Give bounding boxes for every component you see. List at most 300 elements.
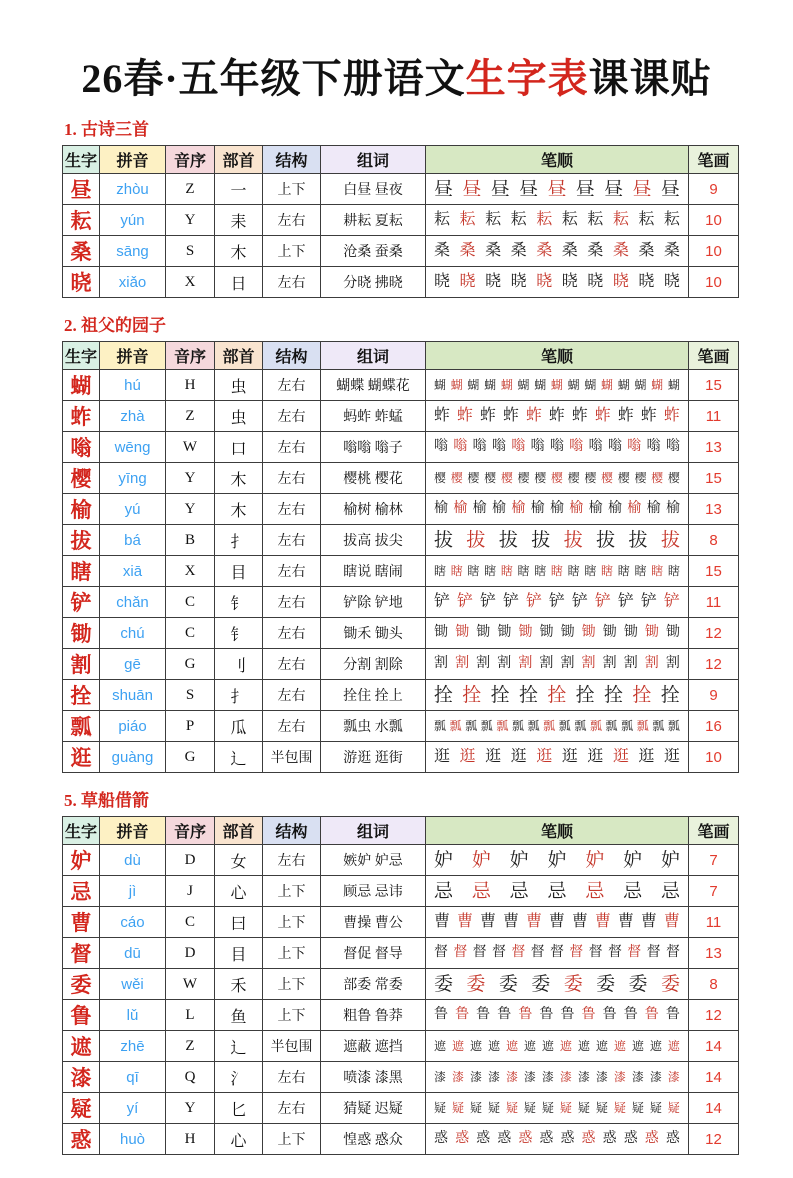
stroke-order-cell	[426, 556, 689, 587]
pinyin-cell: jì	[100, 876, 166, 907]
stroke-step-glyph: 拴	[490, 684, 510, 706]
structure-cell: 上下	[263, 969, 321, 1000]
pinyin-cell: gē	[100, 649, 166, 680]
stroke-step-glyph: 榆	[453, 501, 468, 516]
stroke-step-glyph: 蝴	[651, 378, 664, 392]
character-table	[62, 145, 739, 298]
word-examples-cell: 蝴蝶 蝴蝶花	[321, 370, 426, 401]
stroke-step-glyph: 遮	[434, 1039, 447, 1053]
radical-cell: 钅	[215, 587, 263, 618]
pinyin-cell: bá	[100, 525, 166, 556]
stroke-step-glyph: 遮	[523, 1039, 536, 1053]
pinyin-cell: yí	[100, 1093, 166, 1124]
col-header-pinyin: 拼音	[100, 146, 166, 174]
stroke-order-sequence	[426, 680, 688, 710]
stroke-step-glyph: 锄	[581, 625, 596, 640]
col-header-initial: 音序	[166, 342, 215, 370]
stroke-step-glyph: 樱	[484, 471, 497, 485]
stroke-step-glyph: 樱	[500, 471, 513, 485]
structure-cell: 左右	[263, 463, 321, 494]
pinyin-cell: wēng	[100, 432, 166, 463]
stroke-step-glyph: 瓢	[527, 719, 540, 733]
character-row	[63, 587, 739, 618]
structure-cell: 左右	[263, 205, 321, 236]
character-row	[63, 680, 739, 711]
stroke-step-glyph: 樱	[517, 471, 530, 485]
stroke-step-glyph: 遮	[667, 1039, 680, 1053]
stroke-order-cell	[426, 1000, 689, 1031]
stroke-step-glyph: 疑	[523, 1101, 536, 1115]
stroke-step-glyph: 割	[644, 656, 659, 671]
stroke-step-glyph: 割	[455, 656, 470, 671]
word-examples-cell: 曹操 曹公	[321, 907, 426, 938]
stroke-count-cell: 15	[689, 370, 739, 401]
alphabetic-initial-cell: Z	[166, 401, 215, 432]
pinyin-cell: guàng	[100, 742, 166, 773]
col-header-pinyin: 拼音	[100, 817, 166, 845]
radical-cell: 扌	[215, 525, 263, 556]
char-cell: 蚱	[63, 401, 100, 432]
stroke-order-sequence	[426, 556, 688, 586]
col-header-radical: 部首	[215, 342, 263, 370]
character-row	[63, 618, 739, 649]
stroke-step-glyph: 瓢	[511, 719, 524, 733]
stroke-step-glyph: 妒	[547, 849, 567, 871]
stroke-step-glyph: 瓢	[605, 719, 618, 733]
stroke-step-glyph: 拔	[434, 529, 454, 551]
radical-cell: 匕	[215, 1093, 263, 1124]
col-header-char: 生字	[63, 817, 100, 845]
stroke-count-cell: 12	[689, 1124, 739, 1155]
stroke-count-cell: 12	[689, 649, 739, 680]
stroke-step-glyph: 昼	[547, 178, 567, 200]
stroke-step-glyph: 督	[627, 945, 642, 960]
stroke-step-glyph: 蝴	[550, 378, 563, 392]
stroke-step-glyph: 昼	[462, 178, 482, 200]
pinyin-cell: huò	[100, 1124, 166, 1155]
stroke-step-glyph: 瓢	[636, 719, 649, 733]
pinyin-cell: yú	[100, 494, 166, 525]
stroke-step-glyph: 督	[549, 945, 564, 960]
stroke-step-glyph: 铲	[571, 593, 588, 610]
character-row	[63, 525, 739, 556]
stroke-count-cell: 10	[689, 742, 739, 773]
pinyin-cell: wěi	[100, 969, 166, 1000]
sections-container	[62, 115, 738, 1155]
stroke-step-glyph: 疑	[487, 1101, 500, 1115]
character-row	[63, 711, 739, 742]
alphabetic-initial-cell: W	[166, 432, 215, 463]
stroke-step-glyph: 蝴	[634, 378, 647, 392]
stroke-step-glyph: 晓	[536, 273, 553, 290]
radical-cell: 女	[215, 845, 263, 876]
stroke-step-glyph: 督	[569, 945, 584, 960]
stroke-step-glyph: 嗡	[569, 439, 584, 454]
stroke-step-glyph: 鲁	[476, 1007, 491, 1022]
pinyin-cell: sāng	[100, 236, 166, 267]
stroke-step-glyph: 逛	[536, 748, 553, 765]
stroke-step-glyph: 耘	[459, 211, 476, 228]
stroke-order-sequence	[426, 907, 688, 937]
stroke-step-glyph: 漆	[667, 1070, 680, 1084]
character-row	[63, 174, 739, 205]
character-row	[63, 938, 739, 969]
stroke-step-glyph: 逛	[459, 748, 476, 765]
radical-cell: 曰	[215, 907, 263, 938]
stroke-step-glyph: 疑	[469, 1101, 482, 1115]
stroke-order-cell	[426, 236, 689, 267]
stroke-step-glyph: 桑	[434, 242, 451, 259]
radical-cell: 瓜	[215, 711, 263, 742]
alphabetic-initial-cell: H	[166, 370, 215, 401]
stroke-order-cell	[426, 1031, 689, 1062]
character-row	[63, 742, 739, 773]
stroke-step-glyph: 漆	[613, 1070, 626, 1084]
stroke-count-cell: 7	[689, 876, 739, 907]
word-examples-cell: 嗡嗡 嗡子	[321, 432, 426, 463]
stroke-step-glyph: 晓	[459, 273, 476, 290]
stroke-step-glyph: 蝴	[484, 378, 497, 392]
char-cell: 晓	[63, 267, 100, 298]
pinyin-cell: xiǎo	[100, 267, 166, 298]
stroke-order-cell	[426, 401, 689, 432]
stroke-step-glyph: 瓢	[667, 719, 680, 733]
page-title	[20, 56, 773, 102]
stroke-step-glyph: 遮	[541, 1039, 554, 1053]
stroke-count-cell: 10	[689, 205, 739, 236]
stroke-step-glyph: 嗡	[530, 439, 545, 454]
stroke-step-glyph: 委	[628, 973, 648, 995]
stroke-order-cell	[426, 205, 689, 236]
stroke-step-glyph: 瓢	[543, 719, 556, 733]
stroke-order-cell	[426, 1062, 689, 1093]
word-examples-cell: 拴住 拴上	[321, 680, 426, 711]
stroke-step-glyph: 逛	[587, 748, 604, 765]
stroke-step-glyph: 督	[607, 945, 622, 960]
section-heading: 1. 古诗三首	[64, 120, 149, 139]
stroke-step-glyph: 樱	[550, 471, 563, 485]
character-row	[63, 845, 739, 876]
stroke-step-glyph: 遮	[595, 1039, 608, 1053]
stroke-step-glyph: 榆	[646, 501, 661, 516]
stroke-count-cell: 10	[689, 267, 739, 298]
stroke-step-glyph: 晓	[612, 273, 629, 290]
stroke-step-glyph: 榆	[588, 501, 603, 516]
stroke-step-glyph: 拴	[632, 684, 652, 706]
radical-cell: 木	[215, 494, 263, 525]
word-examples-cell: 瓢虫 水瓢	[321, 711, 426, 742]
stroke-step-glyph: 逛	[638, 748, 655, 765]
stroke-step-glyph: 瓢	[621, 719, 634, 733]
radical-cell: 辶	[215, 1031, 263, 1062]
stroke-step-glyph: 蚱	[640, 407, 657, 424]
stroke-step-glyph: 疑	[559, 1101, 572, 1115]
stroke-step-glyph: 委	[466, 973, 486, 995]
stroke-order-cell	[426, 370, 689, 401]
alphabetic-initial-cell: Y	[166, 1093, 215, 1124]
stroke-step-glyph: 榆	[472, 501, 487, 516]
character-row	[63, 267, 739, 298]
stroke-step-glyph: 昼	[604, 178, 624, 200]
char-cell: 瞎	[63, 556, 100, 587]
title-part-red: 生字表	[465, 56, 589, 101]
stroke-step-glyph: 榆	[627, 501, 642, 516]
stroke-order-sequence	[426, 494, 688, 524]
stroke-step-glyph: 督	[665, 945, 680, 960]
worksheet-page	[0, 56, 793, 1178]
pinyin-cell: yīng	[100, 463, 166, 494]
stroke-step-glyph: 瓢	[589, 719, 602, 733]
stroke-step-glyph: 铲	[525, 593, 542, 610]
stroke-step-glyph: 锄	[518, 625, 533, 640]
stroke-step-glyph: 锄	[539, 625, 554, 640]
stroke-step-glyph: 疑	[577, 1101, 590, 1115]
stroke-step-glyph: 桑	[510, 242, 527, 259]
character-row	[63, 1093, 739, 1124]
stroke-step-glyph: 疑	[631, 1101, 644, 1115]
stroke-step-glyph: 割	[602, 656, 617, 671]
char-cell: 嗡	[63, 432, 100, 463]
pinyin-cell: piáo	[100, 711, 166, 742]
stroke-step-glyph: 樱	[651, 471, 664, 485]
stroke-step-glyph: 瓢	[465, 719, 478, 733]
stroke-step-glyph: 蚱	[479, 407, 496, 424]
stroke-count-cell: 8	[689, 969, 739, 1000]
stroke-step-glyph: 蝴	[567, 378, 580, 392]
radical-cell: 口	[215, 432, 263, 463]
stroke-step-glyph: 昼	[575, 178, 595, 200]
structure-cell: 上下	[263, 236, 321, 267]
stroke-step-glyph: 逛	[663, 748, 680, 765]
character-row	[63, 649, 739, 680]
word-examples-cell: 分晓 拂晓	[321, 267, 426, 298]
stroke-step-glyph: 铲	[617, 593, 634, 610]
stroke-count-cell: 11	[689, 401, 739, 432]
stroke-step-glyph: 遮	[451, 1039, 464, 1053]
stroke-order-cell	[426, 649, 689, 680]
char-cell: 委	[63, 969, 100, 1000]
stroke-step-glyph: 忌	[509, 880, 529, 902]
stroke-step-glyph: 桑	[587, 242, 604, 259]
stroke-step-glyph: 漆	[577, 1070, 590, 1084]
stroke-step-glyph: 漆	[469, 1070, 482, 1084]
stroke-step-glyph: 嗡	[549, 439, 564, 454]
character-row	[63, 463, 739, 494]
word-examples-cell: 部委 常委	[321, 969, 426, 1000]
stroke-step-glyph: 曹	[502, 913, 519, 930]
alphabetic-initial-cell: W	[166, 969, 215, 1000]
alphabetic-initial-cell: C	[166, 907, 215, 938]
alphabetic-initial-cell: X	[166, 556, 215, 587]
stroke-step-glyph: 晓	[561, 273, 578, 290]
alphabetic-initial-cell: B	[166, 525, 215, 556]
pinyin-cell: xiā	[100, 556, 166, 587]
stroke-step-glyph: 疑	[595, 1101, 608, 1115]
stroke-step-glyph: 瞎	[634, 564, 647, 578]
stroke-step-glyph: 嗡	[607, 439, 622, 454]
stroke-step-glyph: 铲	[594, 593, 611, 610]
stroke-step-glyph: 委	[660, 973, 680, 995]
structure-cell: 上下	[263, 938, 321, 969]
stroke-step-glyph: 蝴	[584, 378, 597, 392]
stroke-step-glyph: 耘	[612, 211, 629, 228]
char-cell: 逛	[63, 742, 100, 773]
header-row	[63, 342, 739, 370]
stroke-step-glyph: 桑	[561, 242, 578, 259]
stroke-order-sequence	[426, 370, 688, 400]
char-cell: 疑	[63, 1093, 100, 1124]
stroke-order-sequence	[426, 401, 688, 431]
character-row	[63, 494, 739, 525]
stroke-step-glyph: 委	[563, 973, 583, 995]
word-examples-cell: 白昼 昼夜	[321, 174, 426, 205]
stroke-step-glyph: 鲁	[539, 1007, 554, 1022]
stroke-count-cell: 9	[689, 680, 739, 711]
structure-cell: 半包围	[263, 742, 321, 773]
alphabetic-initial-cell: Y	[166, 494, 215, 525]
alphabetic-initial-cell: C	[166, 587, 215, 618]
character-row	[63, 236, 739, 267]
stroke-count-cell: 9	[689, 174, 739, 205]
alphabetic-initial-cell: D	[166, 845, 215, 876]
stroke-step-glyph: 嗡	[665, 439, 680, 454]
structure-cell: 左右	[263, 432, 321, 463]
stroke-step-glyph: 疑	[613, 1101, 626, 1115]
stroke-step-glyph: 鲁	[455, 1007, 470, 1022]
col-header-char: 生字	[63, 342, 100, 370]
structure-cell: 左右	[263, 370, 321, 401]
alphabetic-initial-cell: D	[166, 938, 215, 969]
stroke-step-glyph: 蝴	[534, 378, 547, 392]
alphabetic-initial-cell: Q	[166, 1062, 215, 1093]
stroke-step-glyph: 瞎	[667, 564, 680, 578]
stroke-step-glyph: 曹	[525, 913, 542, 930]
stroke-step-glyph: 昼	[490, 178, 510, 200]
col-header-radical: 部首	[215, 817, 263, 845]
stroke-step-glyph: 鲁	[497, 1007, 512, 1022]
stroke-order-cell	[426, 1124, 689, 1155]
stroke-count-cell: 13	[689, 938, 739, 969]
pinyin-cell: zhòu	[100, 174, 166, 205]
stroke-step-glyph: 瓢	[480, 719, 493, 733]
stroke-step-glyph: 晓	[587, 273, 604, 290]
stroke-step-glyph: 瞎	[450, 564, 463, 578]
stroke-step-glyph: 督	[434, 945, 448, 960]
structure-cell: 上下	[263, 174, 321, 205]
character-row	[63, 1062, 739, 1093]
char-cell: 瓢	[63, 711, 100, 742]
stroke-step-glyph: 锄	[560, 625, 575, 640]
stroke-order-sequence	[426, 649, 688, 679]
word-examples-cell: 榆树 榆林	[321, 494, 426, 525]
stroke-step-glyph: 割	[518, 656, 533, 671]
character-row	[63, 907, 739, 938]
stroke-step-glyph: 耘	[663, 211, 680, 228]
stroke-step-glyph: 榆	[511, 501, 526, 516]
col-header-words: 组词	[321, 817, 426, 845]
stroke-step-glyph: 惑	[581, 1131, 596, 1146]
stroke-step-glyph: 漆	[595, 1070, 608, 1084]
stroke-step-glyph: 割	[623, 656, 638, 671]
stroke-step-glyph: 昼	[660, 178, 680, 200]
pinyin-cell: yún	[100, 205, 166, 236]
col-header-pinyin: 拼音	[100, 342, 166, 370]
stroke-count-cell: 12	[689, 1000, 739, 1031]
stroke-count-cell: 16	[689, 711, 739, 742]
stroke-order-cell	[426, 618, 689, 649]
char-cell: 惑	[63, 1124, 100, 1155]
structure-cell: 左右	[263, 525, 321, 556]
stroke-step-glyph: 逛	[612, 748, 629, 765]
content-area	[62, 115, 738, 1155]
stroke-step-glyph: 昼	[519, 178, 539, 200]
word-examples-cell: 拔高 拔尖	[321, 525, 426, 556]
stroke-step-glyph: 委	[498, 973, 518, 995]
alphabetic-initial-cell: J	[166, 876, 215, 907]
stroke-count-cell: 15	[689, 463, 739, 494]
stroke-step-glyph: 拔	[498, 529, 518, 551]
stroke-step-glyph: 督	[453, 945, 468, 960]
stroke-step-glyph: 嗡	[472, 439, 487, 454]
stroke-step-glyph: 拴	[660, 684, 680, 706]
stroke-order-cell	[426, 680, 689, 711]
radical-cell: 氵	[215, 1062, 263, 1093]
word-examples-cell: 游逛 逛街	[321, 742, 426, 773]
stroke-step-glyph: 瓢	[652, 719, 665, 733]
stroke-step-glyph: 榆	[665, 501, 680, 516]
stroke-step-glyph: 遮	[559, 1039, 572, 1053]
stroke-step-glyph: 遮	[649, 1039, 662, 1053]
alphabetic-initial-cell: H	[166, 1124, 215, 1155]
stroke-order-cell	[426, 969, 689, 1000]
stroke-step-glyph: 樱	[567, 471, 580, 485]
structure-cell: 左右	[263, 587, 321, 618]
stroke-step-glyph: 耘	[638, 211, 655, 228]
stroke-step-glyph: 忌	[547, 880, 567, 902]
stroke-step-glyph: 割	[581, 656, 596, 671]
pinyin-cell: dù	[100, 845, 166, 876]
character-row	[63, 1124, 739, 1155]
stroke-step-glyph: 桑	[485, 242, 502, 259]
alphabetic-initial-cell: Y	[166, 463, 215, 494]
stroke-step-glyph: 鲁	[644, 1007, 659, 1022]
radical-cell: 一	[215, 174, 263, 205]
stroke-step-glyph: 逛	[485, 748, 502, 765]
stroke-step-glyph: 曹	[617, 913, 634, 930]
stroke-count-cell: 11	[689, 907, 739, 938]
stroke-order-sequence	[426, 236, 688, 266]
stroke-order-sequence	[426, 1062, 688, 1092]
char-cell: 漆	[63, 1062, 100, 1093]
stroke-step-glyph: 铲	[640, 593, 657, 610]
stroke-step-glyph: 漆	[541, 1070, 554, 1084]
stroke-step-glyph: 遮	[631, 1039, 644, 1053]
stroke-step-glyph: 鲁	[518, 1007, 533, 1022]
stroke-step-glyph: 割	[434, 656, 448, 671]
col-header-radical: 部首	[215, 146, 263, 174]
stroke-step-glyph: 曹	[479, 913, 496, 930]
stroke-step-glyph: 曹	[640, 913, 657, 930]
stroke-step-glyph: 鲁	[560, 1007, 575, 1022]
structure-cell: 左右	[263, 680, 321, 711]
stroke-step-glyph: 曹	[434, 913, 451, 930]
stroke-step-glyph: 瞎	[500, 564, 513, 578]
word-examples-cell: 嫉妒 妒忌	[321, 845, 426, 876]
stroke-order-sequence	[426, 845, 688, 875]
stroke-step-glyph: 漆	[434, 1070, 447, 1084]
word-examples-cell: 顾忌 忌讳	[321, 876, 426, 907]
stroke-step-glyph: 瞎	[617, 564, 630, 578]
